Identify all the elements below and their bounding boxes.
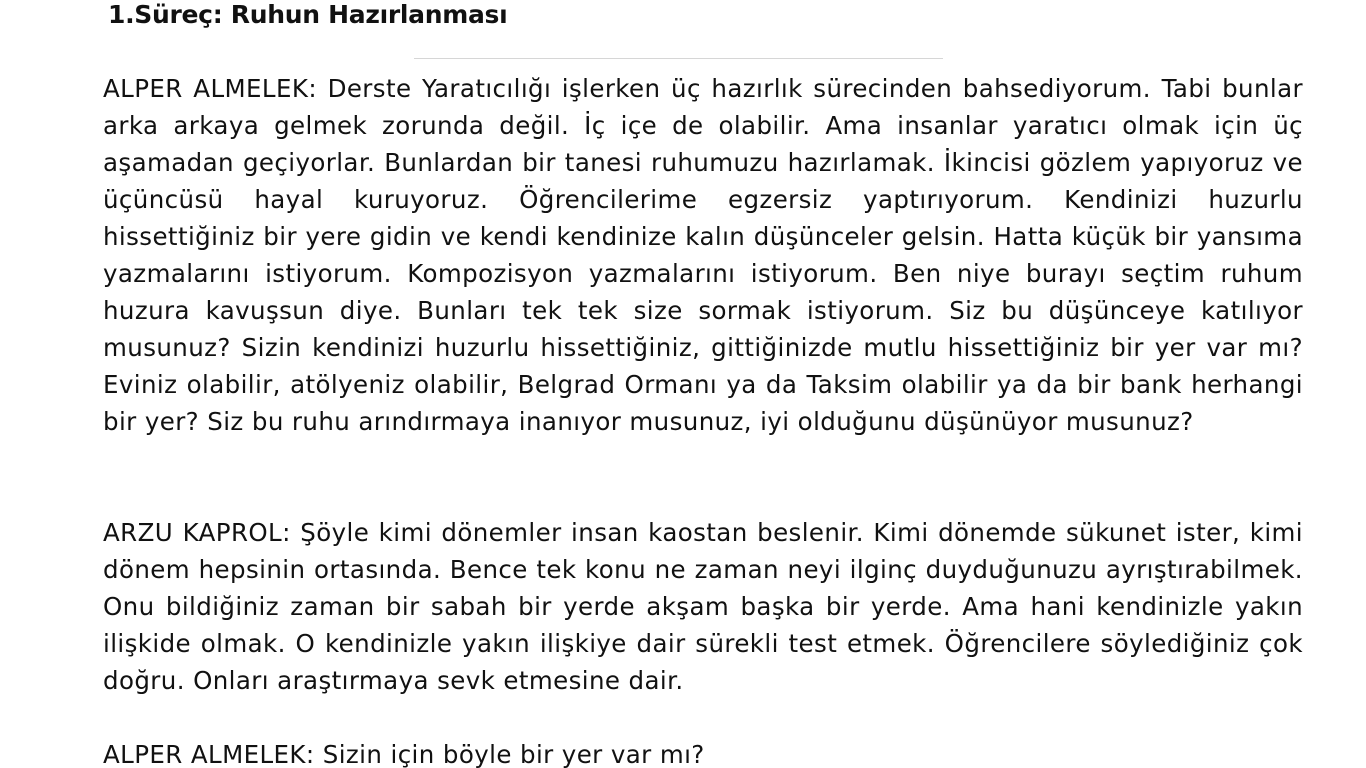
section-title: 1.Süreç: Ruhun Hazırlanması xyxy=(108,0,508,29)
title-divider xyxy=(414,58,943,59)
paragraph-arzu-1: ARZU KAPROL: Şöyle kimi dönemler insan kaostan beslenir. Kimi dönemde sükunet ister, kimi dönem hepsinin ortasında. Bence tek konu ne zaman neyi ilginç duyduğunuzu ayrıştırabilmek. Onu bildiğiniz zaman bir sabah bir yerde akşam başka bir yerde. Ama hani kendinizle yakın ilişkide olmak. O kendinizle yakın ilişkiye dair sürekli test etmek. Öğrencilere söylediğiniz çok doğru. Onları araştırmaya sevk etmesine dair. xyxy=(103,518,1303,695)
paragraph-alper-2: ALPER ALMELEK: Sizin için böyle bir yer var mı? xyxy=(103,740,705,768)
paragraph-alper-1: ALPER ALMELEK: Derste Yaratıcılığı işlerken üç hazırlık sürecinden bahsediyorum. Tabi bunlar arka arkaya gelmek zorunda değil. İç içe de olabilir. Ama insanlar yaratıcı olmak için üç aşamadan geçiyorlar. Bunlardan bir tanesi ruhumuzu hazırlamak. İkincisi gözlem yapıyoruz ve üçüncüsü hayal kuruyoruz. Öğrencilerime egzersiz yaptırıyorum. Kendinizi huzurlu hissettiğiniz bir yere gidin ve kendi kendinize kalın düşünceler gelsin. Hatta küçük bir yansıma yazmalarını istiyorum. Kompozisyon yazmalarını istiyorum. Ben niye burayı seçtim ruhum huzura kavuşsun diye. Bunları tek tek size sormak istiyorum. Siz bu düşünceye katılıyor musunuz? Sizin kendinizi huzurlu hissettiğiniz, gittiğinizde mutlu hissettiğiniz bir yer var mı? Eviniz olabilir, atölyeniz olabilir, Belgrad Ormanı ya da Taksim olabilir ya da bir bank herhangi bir yer? Siz bu ruhu arındırmaya inanıyor musunuz, iyi olduğunu düşünüyor musunuz? xyxy=(103,74,1303,436)
